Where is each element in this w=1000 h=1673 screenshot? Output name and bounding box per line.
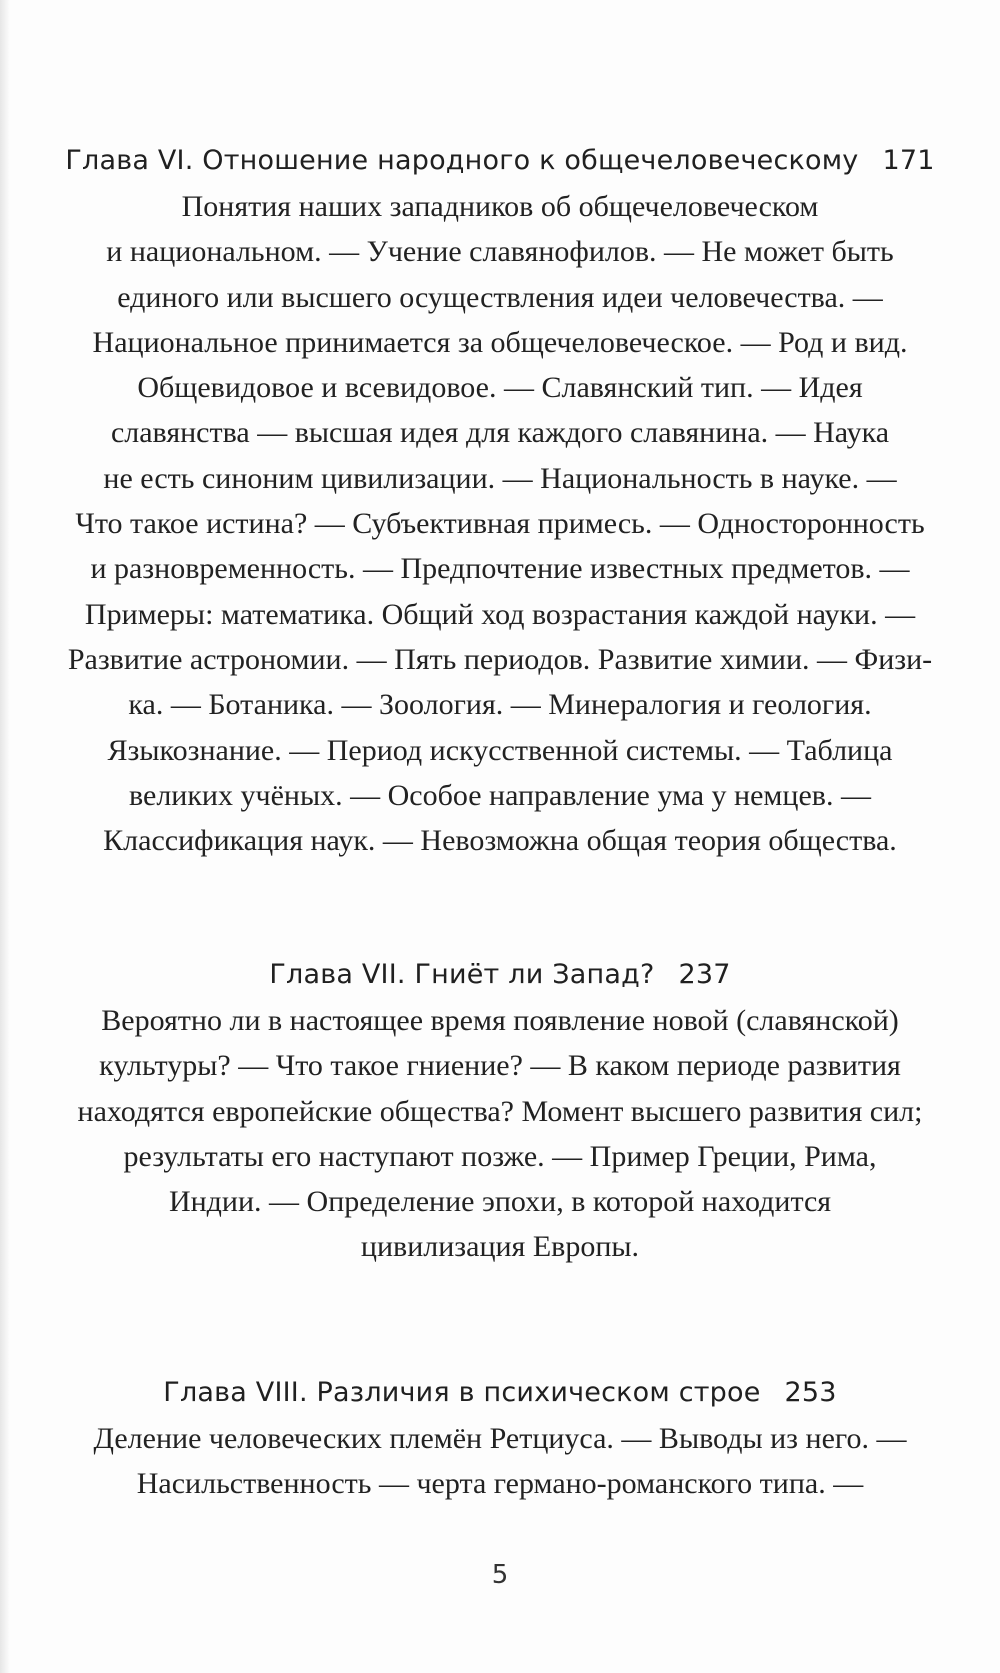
summary-line: Языкознание. — Период искусственной системы. — Таблица <box>107 733 893 767</box>
chapter-8-entry <box>60 1370 940 1507</box>
summary-line: Понятия наших западников об общечеловеческом <box>181 190 819 223</box>
chapter-8-heading <box>60 1370 940 1416</box>
summary-line: ка. — Ботаника. — Зоология. — Минералогия и геология. <box>128 688 872 722</box>
summary-line: Национальное принимается за общечеловеческое. — Род и вид. <box>92 325 908 359</box>
chapter-7-title: Глава VII. Гниёт ли Запад? <box>269 959 655 990</box>
summary-line: славянства — высшая идея для каждого славянина. — Наука <box>110 416 890 450</box>
chapter-7-entry <box>60 952 940 1270</box>
summary-line: Деление человеческих племён Ретциуса. — Выводы из него. — <box>93 1422 907 1455</box>
summary-line: результаты его наступают позже. — Пример Греции, Рима, <box>123 1139 877 1173</box>
summary-line: Вероятно ли в настоящее время появление новой (славянской) <box>101 1004 899 1037</box>
summary-line: Развитие астрономии. — Пять периодов. Развитие химии. — Физи- <box>67 642 933 676</box>
chapter-8-page-number: 253 <box>784 1377 837 1408</box>
summary-line: великих учёных. — Особое направление ума у немцев. — <box>129 778 871 812</box>
summary-line: единого или высшего осуществления идеи человечества. — <box>117 280 883 314</box>
chapter-6-summary <box>60 184 940 863</box>
summary-line: культуры? — Что такое гниение? — В каком периоде развития <box>99 1049 901 1083</box>
chapter-8-summary <box>60 1416 940 1507</box>
chapter-6-heading <box>60 138 940 184</box>
summary-line: находятся европейские общества? Момент высшего развития сил; <box>77 1094 923 1128</box>
summary-line: Примеры: математика. Общий ход возрастания каждой науки. — <box>84 597 916 631</box>
summary-line: Общевидовое и всевидовое. — Славянский тип. — Идея <box>137 371 863 405</box>
chapter-7-summary <box>60 998 940 1270</box>
chapter-7-page-number: 237 <box>678 959 731 990</box>
chapter-6-title: Глава VI. Отношение народного к общечеловеческому <box>65 145 859 176</box>
spine-shadow <box>0 0 10 1673</box>
chapter-6-entry <box>60 138 940 863</box>
summary-line: не есть синоним цивилизации. — Национальность в науке. — <box>103 461 897 495</box>
summary-line: Индии. — Определение эпохи, в которой находится <box>168 1185 832 1219</box>
chapter-6-page-number: 171 <box>882 145 935 176</box>
summary-line: Классификация наук. — Невозможна общая теория общества. <box>103 824 897 858</box>
summary-line: и разновременность. — Предпочтение известных предметов. — <box>90 552 910 586</box>
summary-line: цивилизация Европы. <box>360 1230 640 1264</box>
page-number: 5 <box>491 1560 509 1590</box>
summary-line: Что такое истина? — Субъективная примесь. — Односторонность <box>75 507 925 541</box>
chapter-8-title: Глава VIII. Различия в психическом строе <box>163 1377 761 1408</box>
summary-line: и национальном. — Учение славянофилов. — Не может быть <box>106 235 894 269</box>
summary-line: Насильственность — черта германо-романского типа. — <box>136 1467 864 1501</box>
chapter-7-heading <box>60 952 940 998</box>
